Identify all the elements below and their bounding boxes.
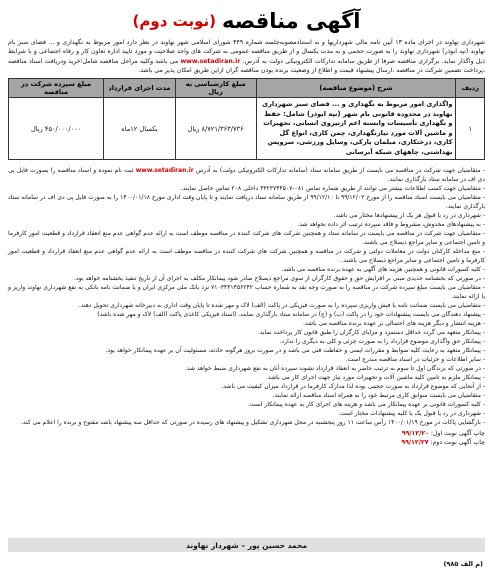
condition-item: - متقاضیان می بایست مبلغ سپرده شرکت در مناقصه را به صورت وجه نقد به شماره حساب ۷۱۰۳۴۴۱۴۵۶۲۴۲ نزد بانک ملی مرکزی ایران و یا ضمانت نامه بانکی به نفع شهرداری نهاوند واریز و یا ارائه نمایند. xyxy=(8,284,485,301)
row-amount: ۸/۷۲۱/۳۶۳/۷۳۶ ریال xyxy=(175,98,256,160)
tender-table xyxy=(8,78,485,160)
second-publication xyxy=(8,438,485,447)
condition-item: - در صورتی که بخشنامه جدیدی مبنی بر افزایش حق و حقوق کارگران از سوی مراجع ذیصلاح صادر شود پیمانکار مکلف به اجرای آن از تاریخ تنفیذ بخشنامه خواهد بود. xyxy=(74,275,485,283)
condition-item: - شهرداری در رد یا قبول یک یا کلیه پیشنهادات مختار است. xyxy=(338,410,485,418)
table-row xyxy=(9,98,485,160)
intro-paragraph xyxy=(8,38,485,75)
condition-item: - پیمانکار حق واگذاری موضوع قرارداد را به صورت جزئی و کلی به دیگری را ندارد. xyxy=(279,338,485,346)
column-header-index: ردیف xyxy=(456,79,485,98)
condition-item: - پیشنهاد دهندگان می بایست پیشنهادات خود را در پاکت (ب) و (ج) در سامانه ستاد بارگذاری نمایند. (اسناد فیزیکی کاغذی پاکت (الف) لاک و مهر شده باشد) xyxy=(97,311,485,319)
signature-bar xyxy=(8,538,485,552)
second-publication-date: ۹۹/۱۲/۲۷ xyxy=(401,439,429,447)
condition-item: - سایر اطلاعات و جزئیات در اسناد مناقصه مندرج است. xyxy=(345,356,485,364)
condition-item: - متقاضیان می بایست سوابق کاری مرتبط خود را به همراه اسناد مناقصه ارائه نمایند. xyxy=(272,392,485,400)
notice-title: آگهی مناقصه xyxy=(222,9,361,33)
condition-item: - در صورتی که برندگان اول تا سوم به ترتیب حاضر به انعقاد قرارداد نشوند سپرده آنان به نفع شهرداری ضبط خواهد شد. xyxy=(184,365,485,373)
column-header-deposit: مبلغ سپرده شرکت در مناقصه xyxy=(9,79,104,98)
intro-text-continued: می باشد وکلیه مراحل مناقصه شامل؛خرید ودریافت اسناد مناقصه ،پرداخت تضمین شرکت در مناقصه ،ارسال پیشنهاد قیمت و اطلاع از وضعیت برنده بودن مناقصه گران ازاین طریق امکان پذیر می باشد. xyxy=(8,57,485,74)
condition-item xyxy=(8,166,485,184)
condition-text: - متقاضیان جهت شرکت در مناقصه می بایست از طریق سامانه ستاد (سامانه تدارکات الکترونیکی دولت) به آدرس xyxy=(196,167,485,175)
condition-item: - متقاضیان می بایست ضمانت نامه یا فیش واریزی سپرده را به صورت فیزیکی در پاکت (الف) لاک و مهر شده تا پایان وقت اداری به دبیرخانه شهرداری تحویل دهند. xyxy=(78,302,485,310)
row-deposit: ۴۵۰/۰۰۰/۰۰۰ ریال xyxy=(9,98,104,160)
condition-text: ثبت نام نموده و اسناد مناقصه را بصورت فایل پی دی اف در سامانه ستاد بارگذاری نمایند. xyxy=(8,167,485,184)
setadiran-link[interactable]: www.setadiran.ir xyxy=(180,57,241,65)
conditions-list xyxy=(8,166,485,427)
column-header-description: شرح (موضوع مناقصه) xyxy=(256,79,456,98)
condition-item: - متقاضیان جهت شرکت در مناقصه می بایست در سامانه ستاد و همچنین شرکت های شرکت کننده در مناقصه موظف است به ارائه عدم گواهی عدم منع انعقاد قرارداد و قطعیت امور کارفرما و تامین اجتماعی و سایر مراجع ذیصلاح می باشند. xyxy=(8,230,485,247)
second-publication-label: چاپ آگهی نوبت دوم: xyxy=(430,439,485,447)
notice-header xyxy=(8,6,485,36)
first-publication-label: چاپ آگهی نوبت اول: xyxy=(430,430,485,438)
condition-item: - به پیشنهادهای مخدوش، مشروط و فاقد سپرده ترتیب اثر داده نخواهد شد. xyxy=(297,221,485,229)
condition-item: - شهرداری در رد یا قبول هر یک از پیشنهادها مختار می باشد. xyxy=(333,212,485,220)
column-header-amount: مبلغ کارشناسی به ریال xyxy=(175,79,256,98)
condition-item: - پیمانکار ملزم به تامین کلیه ماشین آلات و تجهیزات مورد نیاز جهت اجرای کار می باشد. xyxy=(266,374,485,382)
condition-item: - از آنجایی که موضوع قرارداد به صورت حجمی بوده لذا مدارک کارفرما در قرارداد میزان کیفیت می باشد. xyxy=(221,383,485,391)
row-description: واگذاری امور مربوط به نگهداری و ... فضای سبز شهرداری نهاوند در محدوده قانونی بام شهر (تپه ابوذر) شامل: حفظ و نگهداری تأسیسات وابسته اعم ازنیروی انسانی، تجهیزات و ماشین آلات مورد نیازنگهداری، چمن کاری، انواع گل کاری، درختکاری، مبلمان پارکی، وسایل ورزشی، سرویس بهداشتی، چاههای شبکه آبرسانی xyxy=(256,98,456,160)
notice-code: (م الف ۹۸۵) xyxy=(443,560,483,568)
table-header-row xyxy=(9,79,485,98)
publication-dates xyxy=(8,429,485,448)
condition-item: - بازگشایی پاکات در مورخ ۱۴۰۰/۰۱/۱۹ رأس ساعت ۱۱ روز پنجشنبه در محل شهرداری تشکیل و پیشنهاد های رسیده در صورتی که حداقل سه پیشنهاد باشد مفتوح و برنده را اعلام می کند. xyxy=(20,419,485,427)
setadiran-link[interactable]: www.setadiran.ir xyxy=(135,167,194,175)
condition-item: - منع مداخله کارکنان دولت در معاملات دولتی و شرکت در مناقصه و همچنین شرکت های شرکت کننده در مناقصه موظف است به ارائه عدم گواهی عدم منع انعقاد قرارداد و قطعیت امور کارفرما و تامین اجتماعی و سایر مراجع ذیصلاح می باشند. xyxy=(8,248,485,265)
condition-item: - پیمانکار متعهد به رعایت کلیه ضوابط و مقررات ایمنی و حفاظت فنی می باشد و در صورت بروز هرگونه حادثه، مسئولیت آن بر عهده پیمانکار خواهد بود. xyxy=(105,347,485,355)
row-index: ۱ xyxy=(456,98,485,160)
condition-item: - متقاضیان جهت کسب اطلاعات بیشتر می توانند از طریق شماره تماس ۰۸۱-۳۳۲۳۷۴۴۵۰۷ داخلی ۲۰۸ تماس حاصل نمایند. xyxy=(180,185,485,193)
intro-text: شهرداری نهاوند در اجرای ماده ۱۳ آیین نامه مالی شهرداریها و به استنادمصوبه‌جلسه شماره ۴۴۹ شورای اسلامی شهر نهاوند در نظر دارد امور مربوط به نگهداری و ... فضای سبز بام نهاوند (تپه ابوذر) شهرداری نهاوند را به صورت حجمی و به مدت یکسال و از طریق مناقصه عمومی به شرکت های واجد صلاحیت و مورد تایید اداره تعاون کار و رفاه اجتماعی و با شرایط ذیل واگذار نماید. برگزاری مناقصه صرفا از طریق سامانه تدارکات الکترونیکی دولت به آدرس: xyxy=(8,39,485,65)
condition-item: - کلیه کسورات قانونی بر عهده پیمانکار می باشد و هزینه های اجرای کار به عهده پیمانکار است. xyxy=(247,401,485,409)
condition-item: - کلیه کسورات قانونی و همچنین هزینه های آگهی به عهده برنده مناقصه می باشد. xyxy=(281,266,485,274)
condition-item: - هزینه انتشار و دیگر هزینه های احتمالی بر عهده برنده مناقصه می باشد. xyxy=(303,320,485,328)
condition-item: - پیمانکار متعهد می گردد حداقل دستمزد و مزایای کارگران را طبق قانون کار پرداخت نماید. xyxy=(257,329,485,337)
first-publication xyxy=(8,429,485,438)
notice-subtitle: (نوبت دوم) xyxy=(132,12,217,30)
condition-item: - متقاضیان می بایست اسناد مناقصه را از مورخ ۹۹/۱۲/۰۳ تا ۹۹/۱۲/۱۰ از طریق سامانه ستاد دریافت نمایند و تا پایان وقت اداری مورخ ۱۴۰۰/۰۱/۱۸ را به صورت فایل پی دی اف در سامانه ستاد بارگذاری نمایند. xyxy=(8,194,485,211)
column-header-duration: مدت اجرای قرارداد xyxy=(104,79,175,98)
signature-text: محمد حسین پور – شهردار نهاوند xyxy=(185,540,308,550)
row-duration: یکسال ۱۲ماه xyxy=(104,98,175,160)
first-publication-date: ۹۹/۱۲/۲۰ xyxy=(401,430,429,438)
